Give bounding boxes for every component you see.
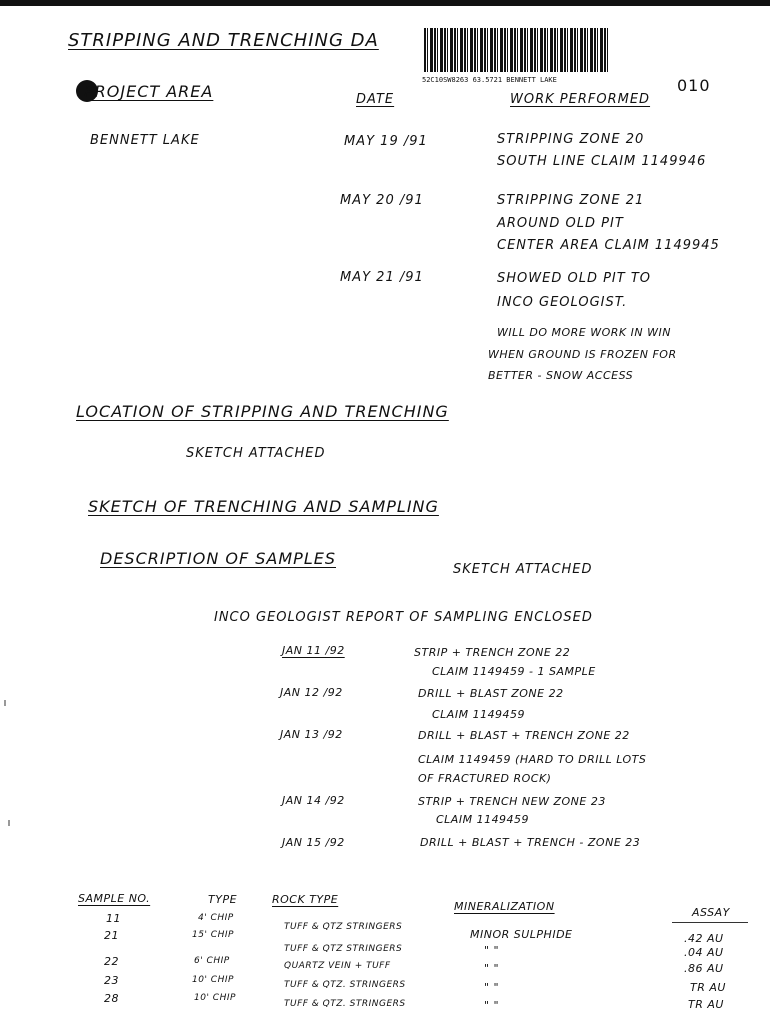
log-date: JAN 15 /92 — [282, 836, 345, 849]
table-cell: TUFF & QTZ STRINGERS — [284, 922, 403, 932]
log-date: JAN 12 /92 — [280, 686, 343, 699]
log-line: STRIPPING ZONE 20 — [497, 132, 645, 147]
log-line: STRIP + TRENCH ZONE 22 — [414, 646, 571, 659]
log-line: CLAIM 1149459 - 1 SAMPLE — [432, 665, 596, 678]
log-line: CLAIM 1149459 — [432, 708, 526, 721]
table-header-rock-type: ROCK TYPE — [272, 893, 339, 906]
table-header-mineralization: MINERALIZATION — [454, 900, 555, 913]
log-line: DRILL + BLAST ZONE 22 — [418, 687, 564, 700]
log-date: JAN 14 /92 — [282, 794, 345, 807]
log-line: CLAIM 1149459 (HARD TO DRILL LOTS — [418, 753, 647, 766]
table-header-assay: ASSAY — [692, 906, 730, 919]
table-cell: TUFF & QTZ. STRINGERS — [284, 980, 406, 990]
table-cell: TUFF & QTZ. STRINGERS — [284, 999, 406, 1009]
date-heading: DATE — [356, 92, 395, 107]
table-cell: 10' CHIP — [192, 975, 234, 985]
log-date: MAY 20 /91 — [340, 193, 424, 208]
table-cell: .42 AU — [684, 932, 724, 945]
description-heading: DESCRIPTION OF SAMPLES — [100, 549, 336, 568]
log-date: MAY 19 /91 — [344, 134, 428, 149]
barcode — [424, 28, 610, 72]
table-cell: 21 — [104, 929, 119, 942]
table-cell: .86 AU — [684, 962, 724, 975]
log-line: SOUTH LINE CLAIM 1149946 — [497, 154, 707, 169]
table-cell: 15' CHIP — [192, 930, 234, 940]
description-note: SKETCH ATTACHED — [453, 562, 593, 577]
log-line: AROUND OLD PIT — [497, 216, 624, 231]
log-line: STRIPPING ZONE 21 — [497, 193, 645, 208]
scan-top-edge — [0, 0, 770, 6]
log-line: WHEN GROUND IS FROZEN FOR — [488, 348, 677, 361]
table-cell: " " — [484, 962, 500, 975]
table-cell: TR AU — [688, 998, 724, 1011]
log-line: CENTER AREA CLAIM 1149945 — [497, 238, 720, 253]
log-date: JAN 11 /92 — [282, 644, 345, 657]
log-line: OF FRACTURED ROCK) — [418, 772, 552, 785]
table-cell: 23 — [104, 974, 119, 987]
table-cell: QUARTZ VEIN + TUFF — [284, 961, 391, 971]
table-cell: 10' CHIP — [194, 993, 236, 1003]
log-date: MAY 21 /91 — [340, 270, 424, 285]
table-cell: " " — [484, 981, 500, 994]
table-header-type: TYPE — [208, 893, 238, 906]
table-cell: " " — [484, 944, 500, 957]
log-line: DRILL + BLAST + TRENCH - ZONE 23 — [420, 836, 641, 849]
project-area-heading: PROJECT AREA — [84, 82, 214, 101]
log-line: SHOWED OLD PIT TO — [497, 271, 652, 286]
table-cell: TR AU — [690, 981, 726, 994]
log-line: CLAIM 1149459 — [436, 813, 530, 826]
barcode-caption: 52C10SW8263 63.5721 BENNETT LAKE — [422, 76, 557, 84]
location-note: SKETCH ATTACHED — [186, 446, 326, 461]
project-area-value: BENNETT LAKE — [90, 133, 200, 148]
log-line: INCO GEOLOGIST. — [497, 295, 628, 310]
inco-report-note: INCO GEOLOGIST REPORT OF SAMPLING ENCLOSED — [214, 610, 593, 625]
table-cell: .04 AU — [684, 946, 724, 959]
table-cell: TUFF & QTZ STRINGERS — [284, 944, 403, 954]
table-cell: MINOR SULPHIDE — [470, 928, 573, 941]
table-cell: " " — [484, 999, 500, 1012]
scan-mark — [8, 820, 10, 826]
table-cell: 28 — [104, 992, 119, 1005]
log-line: BETTER - SNOW ACCESS — [488, 369, 634, 382]
scan-mark — [4, 700, 6, 706]
log-line: STRIP + TRENCH NEW ZONE 23 — [418, 795, 606, 808]
log-line: WILL DO MORE WORK IN WIN — [497, 326, 671, 339]
page-number: 010 — [677, 76, 711, 95]
log-line: DRILL + BLAST + TRENCH ZONE 22 — [418, 729, 630, 742]
assay-underline — [672, 922, 748, 923]
table-cell: 6' CHIP — [194, 956, 230, 966]
location-heading: LOCATION OF STRIPPING AND TRENCHING — [76, 402, 449, 421]
table-cell: 11 — [106, 912, 121, 925]
log-date: JAN 13 /92 — [280, 728, 343, 741]
work-heading: WORK PERFORMED — [510, 92, 651, 107]
table-cell: 22 — [104, 955, 119, 968]
table-header-sample-no: SAMPLE NO. — [78, 892, 151, 905]
sketch-heading: SKETCH OF TRENCHING AND SAMPLING — [88, 497, 439, 516]
page-title: STRIPPING AND TRENCHING DA — [68, 30, 379, 51]
table-cell: 4' CHIP — [198, 913, 234, 923]
